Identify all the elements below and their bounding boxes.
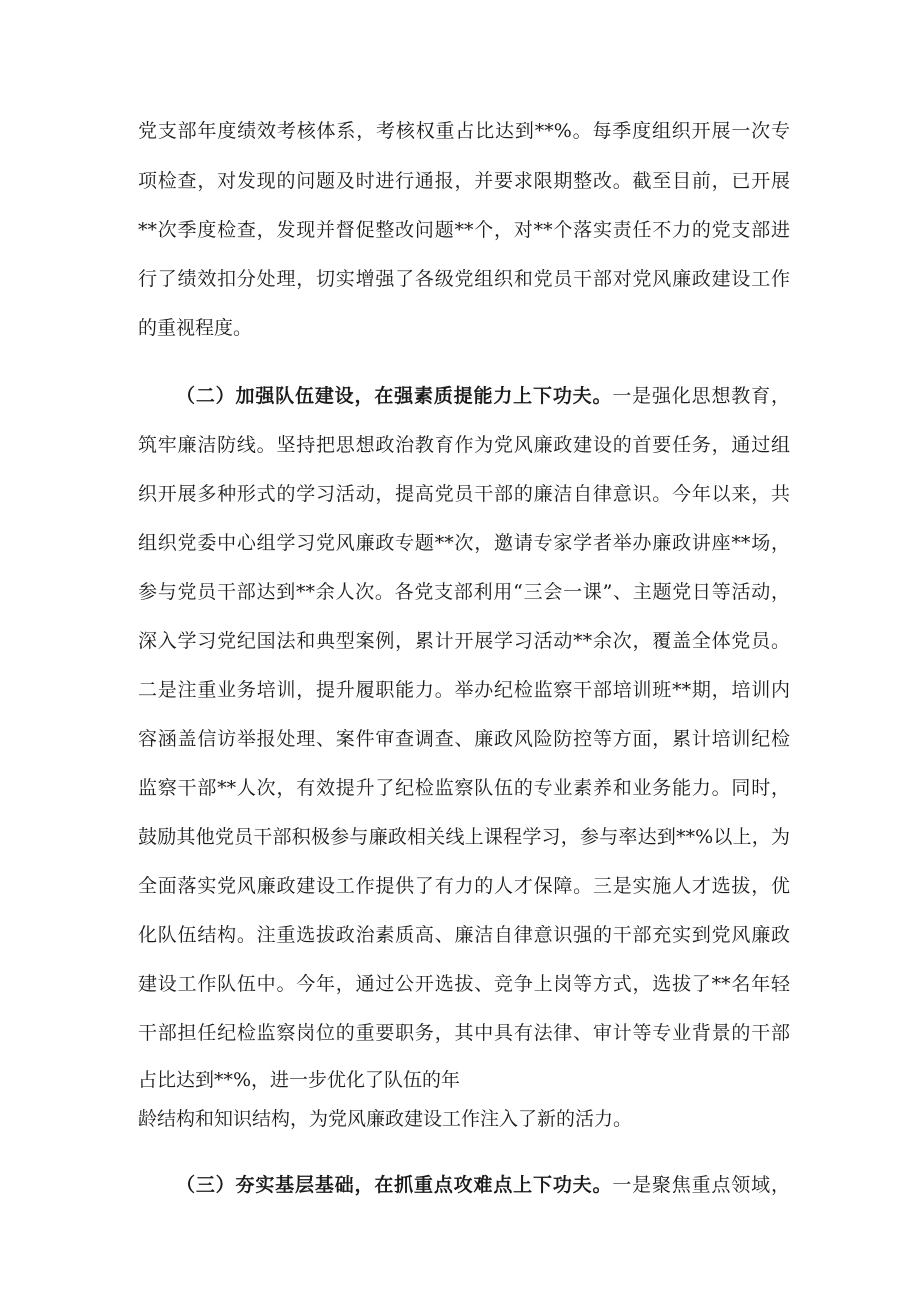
paragraph-1-line-2: 项检查，对发现的问题及时进行通报，并要求限期整改。截至目前，已开展 xyxy=(138,170,790,192)
paragraph-2-line-4: 组织党委中心组学习党风廉政专题**次，邀请专家学者举办廉政讲座**场， xyxy=(138,532,790,554)
paragraph-3-first-line-rest: 一是聚焦重点领域， xyxy=(612,1174,790,1196)
paragraph-2-line-9: 监察干部**人次，有效提升了纪检监察队伍的专业素养和业务能力。同时， xyxy=(138,777,790,799)
paragraph-3-line-1 xyxy=(176,1165,790,1205)
paragraph-2-line-6: 深入学习党纪国法和典型案例，累计开展学习活动**余次，覆盖全体党员。 xyxy=(138,630,790,652)
paragraph-2-line-8: 容涵盖信访举报处理、案件审查调查、廉政风险防控等方面，累计培训纪检 xyxy=(138,728,790,750)
paragraph-2-line-1 xyxy=(176,376,790,416)
paragraph-2-line-13: 建设工作队伍中。今年，通过公开选拔、竞争上岗等方式，选拔了**名年轻 xyxy=(138,973,790,995)
paragraph-2-line-2: 筑牢廉洁防线。坚持把思想政治教育作为党风廉政建设的首要任务，通过组 xyxy=(138,434,790,456)
section-2-heading: （二）加强队伍建设，在强素质提能力上下功夫。 xyxy=(176,385,613,407)
paragraph-2-line-14: 干部担任纪检监察岗位的重要职务，其中具有法律、审计等专业背景的干部 xyxy=(138,1022,790,1044)
paragraph-2-line-7: 二是注重业务培训，提升履职能力。举办纪检监察干部培训班**期，培训内 xyxy=(138,679,790,701)
paragraph-2-first-line-rest: 一是强化思想教育， xyxy=(612,385,790,407)
paragraph-2-line-5: 参与党员干部达到**余人次。各党支部利用“三会一课”、主题党日等活动， xyxy=(138,581,790,603)
paragraph-2-line-11: 全面落实党风廉政建设工作提供了有力的人才保障。三是实施人才选拔，优 xyxy=(138,875,790,897)
paragraph-2-line-16: 龄结构和知识结构，为党风廉政建设工作注入了新的活力。 xyxy=(138,1108,633,1130)
paragraph-2-line-12: 化队伍结构。注重选拔政治素质高、廉洁自律意识强的干部充实到党风廉政 xyxy=(138,924,790,946)
paragraph-1-line-4: 行了绩效扣分处理，切实增强了各级党组织和党员干部对党风廉政建设工作 xyxy=(138,268,790,290)
section-3-heading: （三）夯实基层基础，在抓重点攻难点上下功夫。 xyxy=(176,1174,613,1196)
paragraph-2-line-15: 占比达到**%，进一步优化了队伍的年 xyxy=(138,1069,461,1091)
paragraph-2-line-10: 鼓励其他党员干部积极参与廉政相关线上课程学习，参与率达到**%以上，为 xyxy=(138,826,790,848)
paragraph-1-line-1: 党支部年度绩效考核体系，考核权重占比达到**%。每季度组织开展一次专 xyxy=(138,120,790,142)
paragraph-2-line-3: 织开展多种形式的学习活动，提高党员干部的廉洁自律意识。今年以来，共 xyxy=(138,483,790,505)
paragraph-1-line-3: **次季度检查，发现并督促整改问题**个，对**个落实责任不力的党支部进 xyxy=(138,219,790,241)
paragraph-1-line-5: 的重视程度。 xyxy=(138,317,253,339)
